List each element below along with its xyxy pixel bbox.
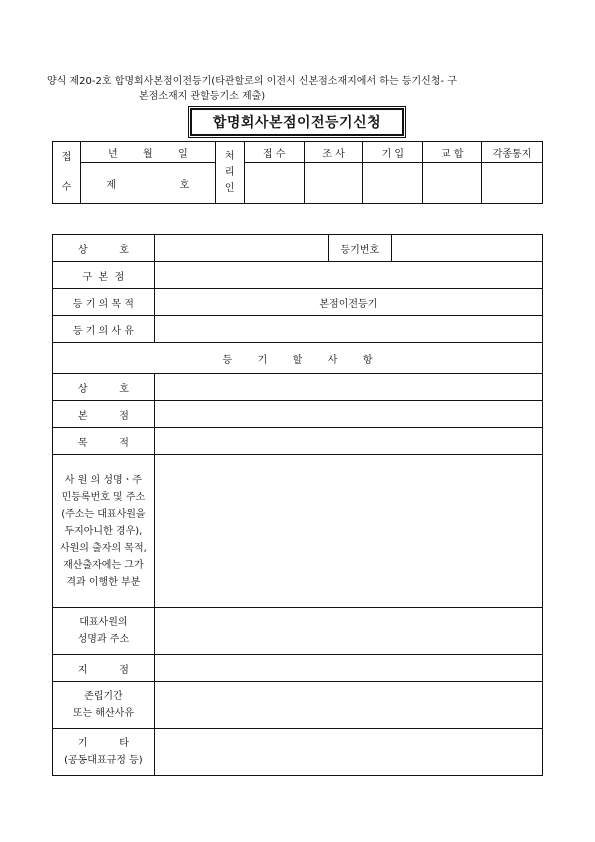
member-label-line: 민등록번호 및 주소: [61, 491, 146, 503]
bonjeom-field[interactable]: [154, 401, 542, 428]
bonjeom-label: 본 점: [53, 401, 155, 428]
rep-field[interactable]: [154, 608, 542, 655]
sangho2-label: 상 호: [53, 374, 155, 401]
col-gyohap: 교 합: [423, 142, 482, 163]
reception-jeopsu-cell: [53, 142, 81, 204]
member-label-line: 사원의 출자의 목적,: [59, 542, 147, 554]
duration-label-line: 존립기간: [84, 691, 123, 702]
reception-number: 제 호: [80, 163, 215, 204]
etc-label: [53, 729, 155, 776]
cheori-char-1: 처: [224, 150, 235, 162]
member-label-line: (주소는 대표사원을: [61, 508, 146, 520]
sign-gyohap[interactable]: [423, 163, 482, 204]
form-header: [47, 74, 557, 104]
sangho-label: 상 호: [53, 235, 155, 262]
mokjeok-label: 목 적: [53, 428, 155, 455]
col-tongji: 각종통지: [482, 142, 543, 163]
reg-no-label: 등기번호: [328, 235, 391, 262]
sign-jeopsu[interactable]: [244, 163, 304, 204]
reg-no-field[interactable]: [391, 235, 542, 262]
col-jeopsu: 접 수: [244, 142, 304, 163]
section-header: 등 기 할 사 항: [53, 343, 543, 374]
member-label-line: 재산출자에는 그가: [63, 559, 144, 571]
cheori-char-2: 리: [224, 166, 235, 178]
form-title: 합명회사본점이전등기신청: [190, 108, 404, 136]
sangho2-field[interactable]: [154, 374, 542, 401]
sign-josa[interactable]: [304, 163, 363, 204]
form-header-line2: 본점소재지 관할등기소 제출): [139, 91, 266, 102]
reason-field[interactable]: [154, 316, 542, 343]
member-label-line: 사 원 의 성명ㆍ주: [64, 474, 142, 486]
reception-table: [52, 141, 543, 204]
member-label-line: 격과 이행한 부분: [66, 576, 141, 588]
col-josa: 조 사: [304, 142, 363, 163]
main-table: [52, 234, 543, 776]
rep-label-line: 대표사원의: [79, 617, 128, 628]
jijeom-field[interactable]: [154, 655, 542, 682]
sign-tongji[interactable]: [482, 163, 543, 204]
duration-field[interactable]: [154, 682, 542, 729]
gubonjeom-label: 구 본 점: [53, 262, 155, 289]
rep-label: [53, 608, 155, 655]
su-label: 수: [61, 181, 72, 193]
sangho-field[interactable]: [154, 235, 328, 262]
purpose-value: 본점이전등기: [154, 289, 542, 316]
purpose-label: 등 기 의 목 적: [53, 289, 155, 316]
gubonjeom-field[interactable]: [154, 262, 542, 289]
form-header-line1: 양식 제20-2호 합명회사본점이전등기(타관할로의 이전시 신본점소재지에서 하는 등기신청- 구: [47, 76, 457, 87]
duration-label-line: 또는 해산사유: [72, 708, 134, 719]
reception-date: 년 월 일: [80, 142, 215, 163]
reason-label: 등 기 의 사 유: [53, 316, 155, 343]
jijeom-label: 지 점: [53, 655, 155, 682]
etc-field[interactable]: [154, 729, 542, 776]
etc-label-line: (공동대표규정 등): [64, 755, 143, 766]
col-giip: 기 입: [363, 142, 423, 163]
member-field[interactable]: [154, 455, 542, 608]
cheori-char-3: 인: [224, 182, 235, 194]
etc-label-line: 기 타: [77, 738, 129, 749]
rep-label-line: 성명과 주소: [77, 634, 130, 645]
jeop-label: 접: [61, 151, 72, 163]
member-label: [53, 455, 155, 608]
sign-giip[interactable]: [363, 163, 423, 204]
duration-label: [53, 682, 155, 729]
cheori-label: [215, 142, 244, 204]
member-label-line: 두지아니한 경우),: [64, 525, 143, 537]
mokjeok-field[interactable]: [154, 428, 542, 455]
